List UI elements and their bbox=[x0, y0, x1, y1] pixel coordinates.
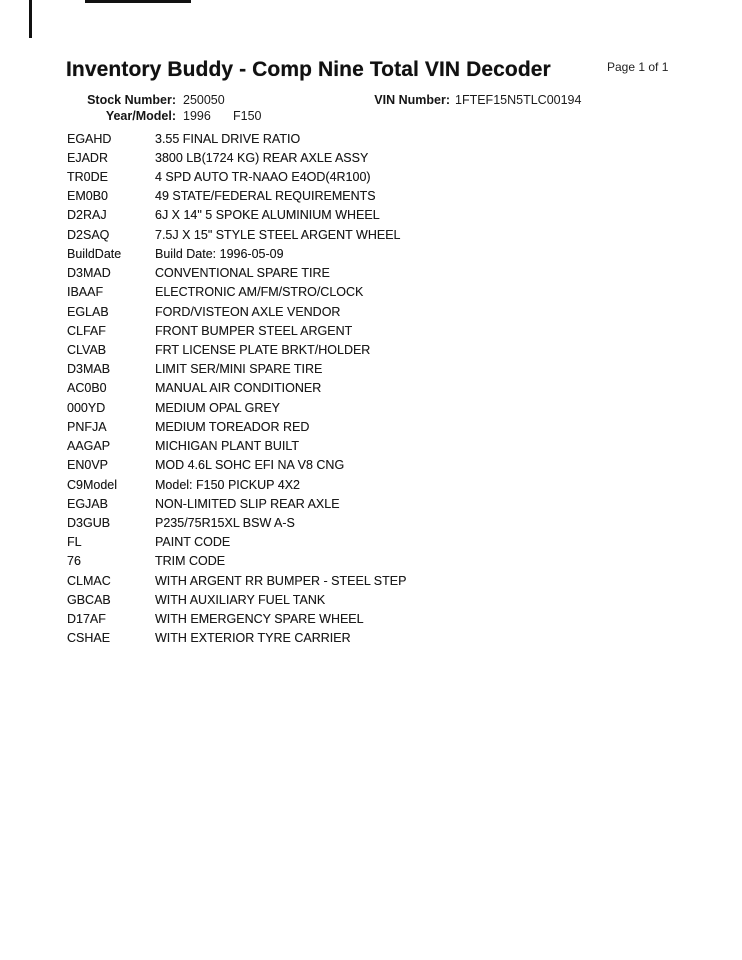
option-description: 7.5J X 15" STYLE STEEL ARGENT WHEEL bbox=[155, 227, 401, 242]
year-model-label: Year/Model: bbox=[105, 109, 176, 123]
option-code: BuildDate bbox=[67, 246, 122, 261]
option-description: ELECTRONIC AM/FM/STRO/CLOCK bbox=[155, 285, 364, 300]
option-code: EGJAB bbox=[67, 496, 108, 511]
vin-number-label: VIN Number: bbox=[374, 93, 450, 107]
option-code: EM0B0 bbox=[67, 189, 108, 204]
option-description: FRT LICENSE PLATE BRKT/HOLDER bbox=[155, 343, 371, 358]
option-description: WITH EXTERIOR TYRE CARRIER bbox=[155, 631, 351, 646]
option-code: IBAAF bbox=[67, 285, 104, 300]
decoder-row bbox=[67, 437, 687, 456]
option-description: FORD/VISTEON AXLE VENDOR bbox=[155, 304, 341, 319]
option-description: WITH ARGENT RR BUMPER - STEEL STEP bbox=[155, 573, 407, 588]
decoder-row-list bbox=[67, 129, 687, 648]
decoder-row bbox=[67, 302, 687, 321]
option-description: 4 SPD AUTO TR-NAAO E4OD(4R100) bbox=[155, 170, 371, 185]
option-description: MEDIUM OPAL GREY bbox=[155, 400, 281, 415]
option-code: D17AF bbox=[67, 612, 106, 627]
option-code: CSHAE bbox=[67, 631, 111, 646]
decoder-row bbox=[67, 129, 687, 148]
option-description: CONVENTIONAL SPARE TIRE bbox=[155, 266, 330, 281]
decoder-row bbox=[67, 571, 687, 590]
decoder-row bbox=[67, 187, 687, 206]
decoder-row bbox=[67, 456, 687, 475]
decoder-row bbox=[67, 225, 687, 244]
option-description: MICHIGAN PLANT BUILT bbox=[155, 439, 300, 454]
option-description: MEDIUM TOREADOR RED bbox=[155, 419, 310, 434]
decoder-row bbox=[67, 513, 687, 532]
option-code: C9Model bbox=[67, 477, 118, 492]
option-code: CLMAC bbox=[67, 573, 111, 588]
decoder-row bbox=[67, 494, 687, 513]
option-code: D2RAJ bbox=[67, 208, 107, 223]
option-code: 76 bbox=[67, 554, 81, 569]
option-code: EN0VP bbox=[67, 458, 108, 473]
model-value: F150 bbox=[233, 109, 262, 123]
option-description: 6J X 14" 5 SPOKE ALUMINIUM WHEEL bbox=[155, 208, 380, 223]
decoder-row bbox=[67, 167, 687, 186]
option-description: Model: F150 PICKUP 4X2 bbox=[155, 477, 300, 492]
decoder-row bbox=[67, 244, 687, 263]
decoder-row bbox=[67, 360, 687, 379]
decoder-row bbox=[67, 321, 687, 340]
option-description: 3800 LB(1724 KG) REAR AXLE ASSY bbox=[155, 150, 369, 165]
scan-artifact-top-line bbox=[85, 0, 191, 3]
stock-number-value: 250050 bbox=[183, 93, 225, 107]
decoder-row bbox=[67, 533, 687, 552]
scan-artifact-left-line bbox=[29, 0, 32, 38]
option-code: GBCAB bbox=[67, 592, 111, 607]
option-description: NON-LIMITED SLIP REAR AXLE bbox=[155, 496, 340, 511]
vin-number-value: 1FTEF15N5TLC00194 bbox=[455, 93, 582, 107]
option-code: CLFAF bbox=[67, 323, 106, 338]
decoder-row bbox=[67, 398, 687, 417]
option-code: AC0B0 bbox=[67, 381, 107, 396]
decoder-row bbox=[67, 417, 687, 436]
option-description: 49 STATE/FEDERAL REQUIREMENTS bbox=[155, 189, 376, 204]
option-description: FRONT BUMPER STEEL ARGENT bbox=[155, 323, 353, 338]
option-code: 000YD bbox=[67, 400, 106, 415]
option-description: PAINT CODE bbox=[155, 535, 231, 550]
option-description: MOD 4.6L SOHC EFI NA V8 CNG bbox=[155, 458, 345, 473]
option-code: CLVAB bbox=[67, 343, 107, 358]
option-code: FL bbox=[67, 535, 82, 550]
stock-number-label: Stock Number: bbox=[87, 93, 176, 107]
option-description: 3.55 FINAL DRIVE RATIO bbox=[155, 131, 301, 146]
decoder-row bbox=[67, 609, 687, 628]
page-title: Inventory Buddy - Comp Nine Total VIN Decoder bbox=[66, 58, 551, 81]
decoder-row bbox=[67, 206, 687, 225]
option-code: EGAHD bbox=[67, 131, 112, 146]
option-description: P235/75R15XL BSW A-S bbox=[155, 515, 295, 530]
option-description: TRIM CODE bbox=[155, 554, 226, 569]
year-value: 1996 bbox=[183, 109, 211, 123]
option-description: Build Date: 1996-05-09 bbox=[155, 246, 284, 261]
option-code: TR0DE bbox=[67, 170, 108, 185]
option-code: D3MAD bbox=[67, 266, 111, 281]
decoder-row bbox=[67, 475, 687, 494]
decoder-row bbox=[67, 552, 687, 571]
decoder-row bbox=[67, 264, 687, 283]
option-code: D2SAQ bbox=[67, 227, 110, 242]
decoder-row bbox=[67, 590, 687, 609]
option-description: WITH AUXILIARY FUEL TANK bbox=[155, 592, 326, 607]
option-code: EGLAB bbox=[67, 304, 109, 319]
decoder-row bbox=[67, 148, 687, 167]
option-code: EJADR bbox=[67, 150, 108, 165]
option-code: AAGAP bbox=[67, 439, 111, 454]
option-code: D3GUB bbox=[67, 515, 111, 530]
page-number-label: Page 1 of 1 bbox=[607, 60, 669, 74]
option-description: WITH EMERGENCY SPARE WHEEL bbox=[155, 612, 364, 627]
option-description: MANUAL AIR CONDITIONER bbox=[155, 381, 322, 396]
decoder-row bbox=[67, 379, 687, 398]
decoder-row bbox=[67, 283, 687, 302]
decoder-row bbox=[67, 340, 687, 359]
decoder-row bbox=[67, 629, 687, 648]
option-code: D3MAB bbox=[67, 362, 111, 377]
option-code: PNFJA bbox=[67, 419, 107, 434]
option-description: LIMIT SER/MINI SPARE TIRE bbox=[155, 362, 323, 377]
